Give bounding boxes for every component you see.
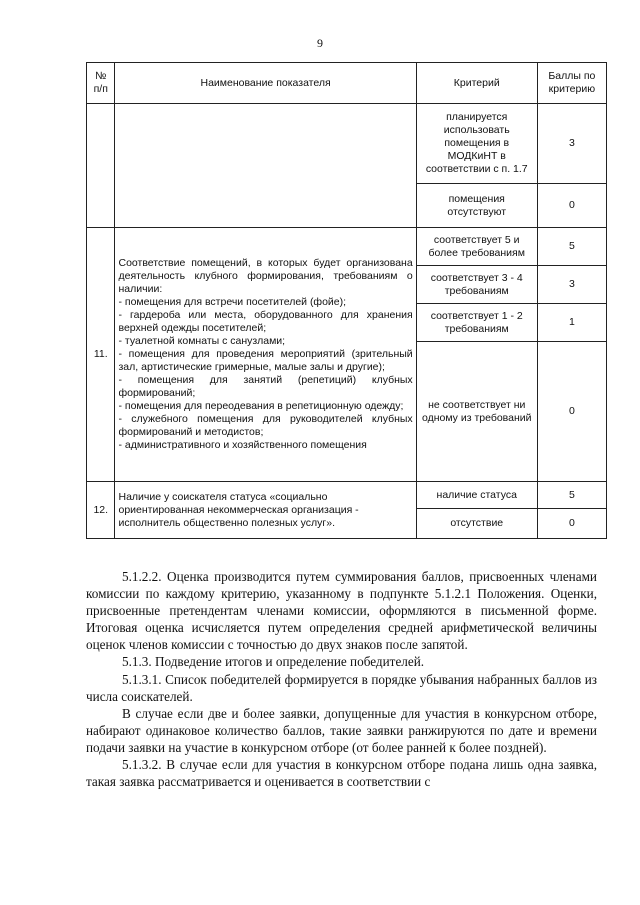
indicator-name-cell: Наличие у соискателя статуса «социально ориентированная некоммерческая организация - исполнитель общественно полезных услуг». (115, 482, 416, 539)
cont-num-cell (87, 104, 115, 228)
criterion-cell: не соответствует ни одному из требований (416, 342, 537, 482)
table-row (87, 228, 607, 266)
score-cell: 5 (537, 482, 606, 509)
criterion-cell: соответствует 1 - 2 требованиям (416, 304, 537, 342)
paragraph: 5.1.3. Подведение итогов и определение победителей. (122, 654, 425, 670)
score-cell: 5 (537, 228, 606, 266)
indicator-line: - помещения для занятий (репетиций) клубных формирований; (118, 374, 413, 399)
paragraph: 5.1.3.1. Список победителей формируется в порядке убывания набранных баллов из числа соискателей. (86, 671, 597, 704)
page-number: 9 (317, 36, 323, 50)
criterion-cell: отсутствие (416, 509, 537, 539)
score-cell: 1 (537, 304, 606, 342)
score-cell: 0 (537, 342, 606, 482)
criterion-cell: соответствует 3 - 4 требованиям (416, 266, 537, 304)
paragraph: 5.1.3.2. В случае если для участия в конкурсном отборе подана лишь одна заявка, такая заявка рассматривается и оценивается в соответствии с (86, 757, 597, 790)
row-number: 11. (87, 228, 115, 482)
row-number: 12. (87, 482, 115, 539)
indicator-line: - административного и хозяйственного помещения (118, 439, 367, 451)
criterion-cell: планируется использовать помещения в МОДКиНТ в соответствии с п. 1.7 (416, 104, 537, 184)
paragraph: 5.1.2.2. Оценка производится путем суммирования баллов, присвоенных членами комиссии по каждому критерию, указанному в подпункте 5.1.2.1 Положения. Оценки, присвоенные претендентам членами комиссии, оформляются в письменной форме. Итоговая оценка исчисляется путем определения средней арифметической величины оценок членов комиссии с точностью до двух знаков после запятой. (86, 569, 597, 653)
body-text (86, 568, 597, 790)
indicator-line: - гардероба или места, оборудованного для хранения верхней одежды посетителей; (118, 309, 413, 334)
indicator-line: - помещения для проведения мероприятий (зрительный зал, артистические гримерные, малые залы и другие); (118, 348, 413, 373)
criterion-cell: помещения отсутствуют (416, 184, 537, 228)
header-name: Наименование показателя (115, 63, 416, 104)
indicator-name-cell (115, 228, 416, 482)
header-score: Баллы по критерию (537, 63, 606, 104)
table-header-row (87, 63, 607, 104)
header-num: № п/п (87, 63, 115, 104)
score-cell: 0 (537, 509, 606, 539)
score-cell: 3 (537, 266, 606, 304)
indicator-line: - помещения для встречи посетителей (фойе); (118, 296, 347, 308)
score-cell: 3 (537, 104, 606, 184)
table-row (87, 104, 607, 184)
paragraph: В случае если две и более заявки, допущенные для участия в конкурсном отборе, набирают одинаковое количество баллов, такие заявки ранжируются по дате и времени подачи заявки на участие в конкурсном отборе (от более ранней к более поздней). (86, 705, 597, 755)
indicator-line: - служебного помещения для руководителей клубных формирований и методистов; (118, 413, 413, 438)
criteria-table (86, 62, 607, 539)
header-criterion: Критерий (416, 63, 537, 104)
score-cell: 0 (537, 184, 606, 228)
indicator-line: - помещения для переодевания в репетиционную одежду; (118, 400, 404, 412)
criterion-cell: наличие статуса (416, 482, 537, 509)
cont-name-cell (115, 104, 416, 228)
table-row (87, 482, 607, 509)
criterion-cell: соответствует 5 и более требованиям (416, 228, 537, 266)
indicator-line: - туалетной комнаты с санузлами; (118, 335, 286, 347)
indicator-line: Соответствие помещений, в которых будет организована деятельность клубного формирования, требованиям о наличии: (118, 257, 413, 295)
